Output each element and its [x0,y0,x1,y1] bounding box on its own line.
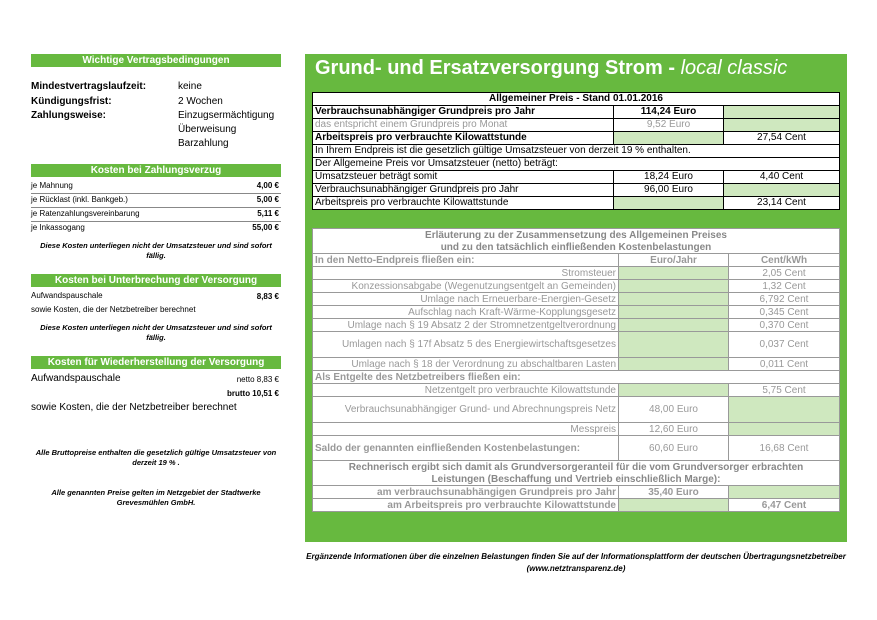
verzug-header: Kosten bei Zahlungsverzug [31,164,281,177]
verzug-item-label: je Ratenzahlungsvereinbarung [31,209,140,218]
allgemeiner-preis-header: Allgemeiner Preis - Stand 01.01.2016 [313,93,840,106]
empty-cell [619,332,729,358]
grundpreis-monat-value: 9,52 Euro [614,119,724,132]
umlage-label: Konzessionsabgabe (Wegenutzungsentgelt an Gemeinden) [313,280,619,293]
netz-label: Verbrauchsunabhängiger Grund- und Abrechnungspreis Netz [313,397,619,423]
frist-label: Kündigungsfrist: [31,96,112,107]
empty-cell [619,267,729,280]
umlage-cent: 1,32 Cent [729,280,840,293]
netz-label: Netzentgelt pro verbrauchte Kilowattstunde [313,384,619,397]
title-main: Grund- und Ersatzversorgung Strom - [315,57,681,79]
wiederherstellung-item-label: Aufwandspauschale [31,373,121,384]
umlage-cent: 0,011 Cent [729,358,840,371]
laufzeit-value: keine [178,81,202,92]
umlage-cent: 0,370 Cent [729,319,840,332]
umlage-label: Aufschlag nach Kraft-Wärme-Kopplungsgesetz [313,306,619,319]
empty-cell [619,306,729,319]
empty-cell [619,280,729,293]
umlage-label: Umlage nach Erneuerbare-Energien-Gesetz [313,293,619,306]
empty-cell [619,358,729,371]
empty-cell [614,132,724,145]
rechnerisch-text-1: Rechnerisch ergibt sich damit als Grundversorgeranteil für die vom Grundversorger erbrachten [313,461,840,474]
verzug-item-value: 55,00 € [252,223,279,232]
netz-label: Messpreis [313,423,619,436]
unterbrechung-item-value: 8,83 € [256,292,279,301]
umlage-label: Umlage nach § 19 Absatz 2 der Stromnetzentgeltverordnung [313,319,619,332]
anteil-grundpreis-euro: 35,40 Euro [619,486,729,499]
unterbrechung-sub: sowie Kosten, die der Netzbetreiber berechnet [31,305,196,314]
netz-cent: 5,75 Cent [729,384,840,397]
netto-info: Der Allgemeine Preis vor Umsatzsteuer (netto) beträgt: [313,158,840,171]
empty-cell [724,119,840,132]
wiederherstellung-brutto: brutto 10,51 € [226,389,279,398]
umlage-label: Umlage nach § 18 der Verordnung zu abschaltbaren Lasten [313,358,619,371]
umlage-label: Umlagen nach § 17f Absatz 5 des Energiewirtschaftsgesetzes [313,332,619,358]
empty-cell [729,423,840,436]
empty-cell [619,384,729,397]
verzug-item-value: 5,11 € [257,209,279,218]
zahlung-value-2: Überweisung [178,124,237,135]
erlaeuterung-header-1: Erläuterung zu der Zusammensetzung des Allgemeinen Preises [313,229,840,242]
netto-grundpreis-euro: 96,00 Euro [614,184,724,197]
umlage-cent: 2,05 Cent [729,267,840,280]
verzug-item-value: 4,00 € [256,181,279,190]
saldo-label: Saldo der genannten einfließenden Kostenbelastungen: [313,436,619,461]
bruttopreise-note: Alle Bruttopreise enthalten die gesetzlich gültige Umsatzsteuer von derzeit 19 % . [35,448,277,467]
umlage-cent: 0,345 Cent [729,306,840,319]
empty-cell [619,319,729,332]
netto-endpreis-header: In den Netto-Endpreis fließen ein: [313,254,619,267]
anteil-grundpreis-label: am verbrauchsunabhängigen Grundpreis pro Jahr [313,486,619,499]
zahlung-value-1: Einzugsermächtigung [178,110,275,121]
arbeitspreis-label: Arbeitspreis pro verbrauchte Kilowattstunde [313,132,614,145]
verzug-item-label: je Mahnung [31,181,73,190]
empty-cell [619,293,729,306]
anteil-arbeitspreis-label: am Arbeitspreis pro verbrauchte Kilowattstunde [313,499,619,512]
netzgebiet-note: Alle genannten Preise gelten im Netzgebiet der Stadtwerke Grevesmühlen GmbH. [51,488,261,507]
laufzeit-label: Mindestvertragslaufzeit: [31,81,147,92]
umlage-cent: 6,792 Cent [729,293,840,306]
footer-note: Ergänzende Informationen über die einzelnen Belastungen finden Sie auf der Informationsplattform der deutschen Übertragungsnetzbetreiber (www.netztransparenz.de) [306,552,846,573]
frist-value: 2 Wochen [178,96,223,107]
allgemeiner-preis-table [312,92,840,210]
empty-cell [729,397,840,423]
empty-cell [724,184,840,197]
zahlung-value-3: Barzahlung [178,138,229,149]
verzug-item-label: je Inkassogang [31,223,85,232]
ust-info: In Ihrem Endpreis ist die gesetzlich gültige Umsatzsteuer von derzeit 19 % enthalten. [313,145,840,158]
erlaeuterung-header-2: und zu den tatsächlich einfließenden Kostenbelastungen [313,241,840,254]
empty-cell [724,106,840,119]
ust-cent: 4,40 Cent [724,171,840,184]
verzug-note: Diese Kosten unterliegen nicht der Umsatzsteuer und sind sofort fällig. [40,241,272,260]
vertrag-header: Wichtige Vertragsbedingungen [31,54,281,67]
zusammensetzung-table [312,228,840,512]
netzbetreiber-header: Als Entgelte des Netzbetreibers fließen ein: [313,371,840,384]
grundpreis-jahr-label: Verbrauchsunabhängiger Grundpreis pro Jahr [313,106,614,119]
verzug-item-value: 5,00 € [256,195,279,204]
wiederherstellung-netto: netto 8,83 € [236,375,279,384]
grundpreis-jahr-value: 114,24 Euro [614,106,724,119]
umlage-label: Stromsteuer [313,267,619,280]
saldo-cent: 16,68 Cent [729,436,840,461]
netz-euro: 12,60 Euro [619,423,729,436]
netto-arbeitspreis-label: Arbeitspreis pro verbrauchte Kilowattstunde [313,197,614,210]
empty-cell [614,197,724,210]
unterbrechung-header: Kosten bei Unterbrechung der Versorgung [31,274,281,287]
unterbrechung-note: Diese Kosten unterliegen nicht der Umsatzsteuer und sind sofort fällig. [40,323,272,342]
netz-euro: 48,00 Euro [619,397,729,423]
title-product: local classic [680,57,788,79]
empty-cell [619,499,729,512]
unterbrechung-item-label: Aufwandspauschale [31,291,103,300]
anteil-arbeitspreis-cent: 6,47 Cent [729,499,840,512]
wiederherstellung-sub: sowie Kosten, die der Netzbetreiber berechnet [31,402,237,413]
zahlung-label: Zahlungsweise: [31,110,107,121]
ust-label: Umsatzsteuer beträgt somit [313,171,614,184]
ust-euro: 18,24 Euro [614,171,724,184]
col-cent-header: Cent/kWh [729,254,840,267]
saldo-euro: 60,60 Euro [619,436,729,461]
arbeitspreis-value: 27,54 Cent [724,132,840,145]
umlage-cent: 0,037 Cent [729,332,840,358]
page-title [315,57,787,80]
wiederherstellung-header: Kosten für Wiederherstellung der Versorgung [31,356,281,369]
netto-arbeitspreis-cent: 23,14 Cent [724,197,840,210]
col-euro-header: Euro/Jahr [619,254,729,267]
empty-cell [729,486,840,499]
verzug-item-label: je Rücklast (inkl. Bankgeb.) [31,195,128,204]
netto-grundpreis-label: Verbrauchsunabhängiger Grundpreis pro Jahr [313,184,614,197]
grundpreis-monat-label: das entspricht einem Grundpreis pro Monat [313,119,614,132]
rechnerisch-text-2: Leistungen (Beschaffung und Vertrieb einschließlich Marge): [313,473,840,486]
